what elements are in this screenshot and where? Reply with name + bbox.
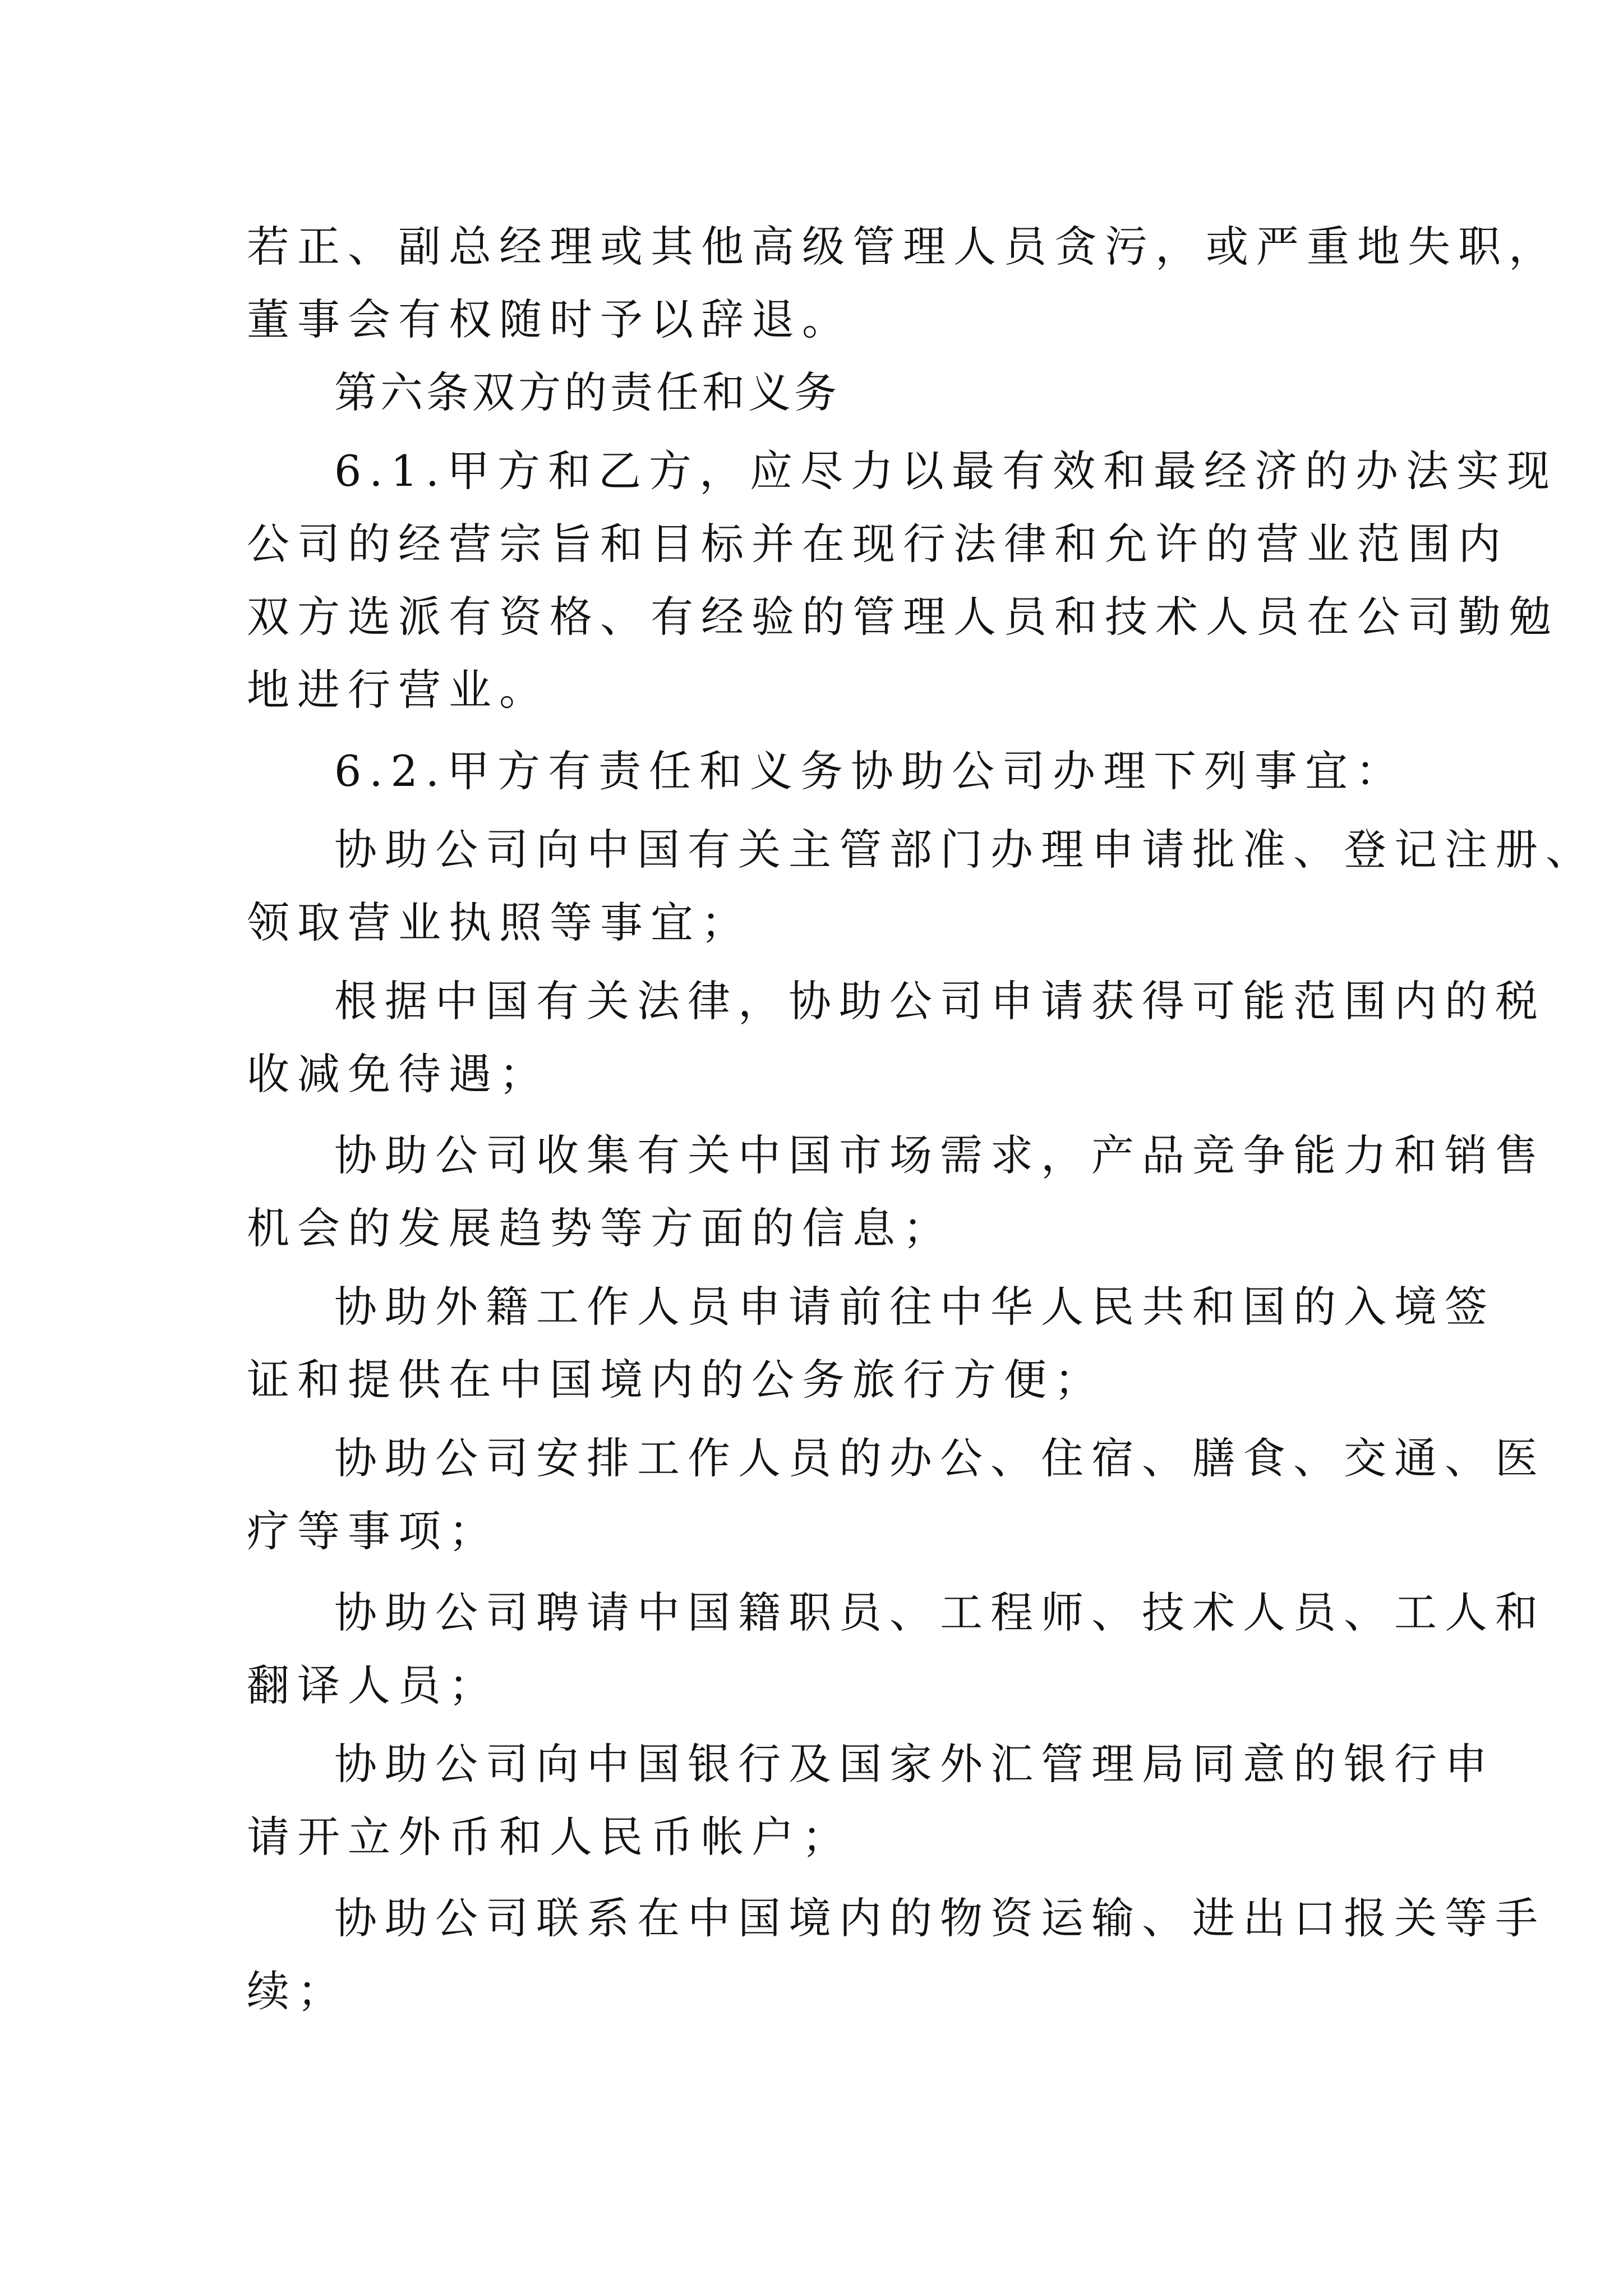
text-line: 双方选派有资格、有经验的管理人员和技术人员在公司勤勉 [247,592,1559,642]
text-line: 根据中国有关法律，协助公司申请获得可能范围内的税 [334,976,1546,1026]
text-line: 若正、副总经理或其他高级管理人员贪污，或严重地失职， [247,222,1559,272]
text-line: 6.1.甲方和乙方，应尽力以最有效和最经济的办法实现 [334,446,1558,496]
text-line: 请开立外币和人民币帐户； [247,1812,852,1862]
text-line: 公司的经营宗旨和目标并在现行法律和允许的营业范围内 [247,519,1509,569]
text-line: 协助外籍工作人员申请前往中华人民共和国的入境签 [334,1282,1495,1332]
text-line: 证和提供在中国境内的公务旅行方便； [247,1355,1105,1405]
text-line: 领取营业执照等事宜； [247,898,751,947]
text-line: 协助公司向中国有关主管部门办理申请批准、登记注册、 [334,825,1596,875]
text-line: 地进行营业。 [247,665,550,715]
text-line: 协助公司收集有关中国市场需求，产品竞争能力和销售 [334,1130,1546,1180]
text-line: 翻译人员； [247,1660,499,1710]
text-line: 续； [247,1966,348,2016]
text-line: 收减免待遇； [247,1049,550,1099]
text-line: 协助公司联系在中国境内的物资运输、进出口报关等手 [334,1893,1546,1943]
text-line: 协助公司向中国银行及国家外汇管理局同意的银行申 [334,1739,1495,1789]
text-line: 协助公司安排工作人员的办公、住宿、膳食、交通、医 [334,1433,1546,1483]
text-line: 机会的发展趋势等方面的信息； [247,1203,953,1253]
section-heading: 第六条双方的责任和义务 [334,367,840,417]
text-line: 董事会有权随时予以辞退。 [247,295,852,344]
text-line: 6.2.甲方有责任和义务协助公司办理下列事宜： [334,746,1407,796]
text-line: 协助公司聘请中国籍职员、工程师、技术人员、工人和 [334,1588,1546,1637]
text-line: 疗等事项； [247,1506,499,1556]
